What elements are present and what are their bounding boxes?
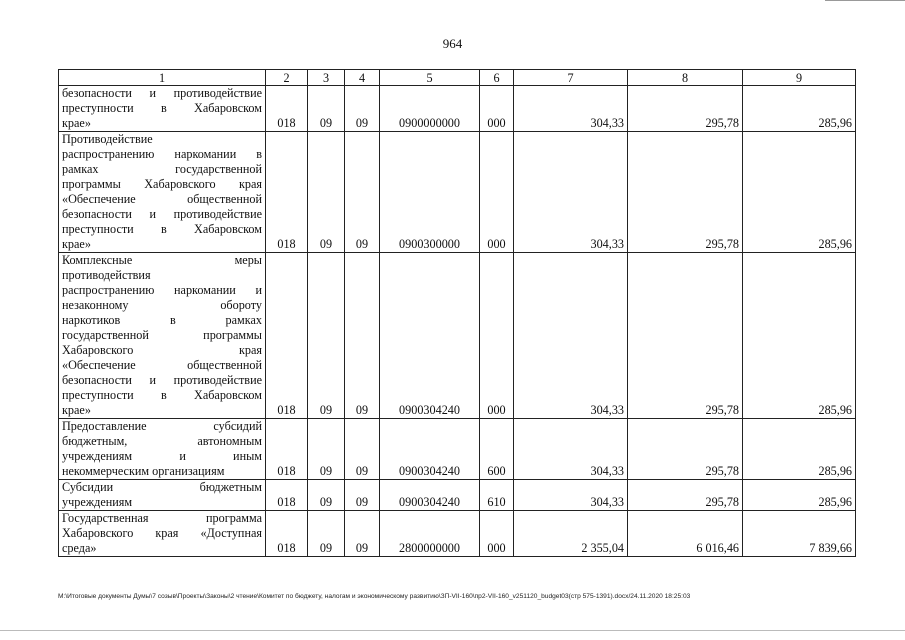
section-code-cell: 09: [308, 511, 345, 557]
row-name-line: распространению наркомании и: [62, 283, 262, 297]
row-name-line: распространению наркомании в: [62, 147, 262, 161]
expense-type-cell: 610: [480, 480, 514, 511]
amount-col7-cell: 304,33: [514, 253, 628, 419]
header-cell: 4: [345, 70, 380, 86]
row-name-line: крае»: [62, 403, 91, 417]
budget-table-body: [59, 70, 856, 557]
amount-col8-cell: 295,78: [628, 132, 743, 253]
subsection-code-cell: 09: [345, 86, 380, 132]
row-name-line: преступности в Хабаровском: [62, 388, 262, 402]
row-name-line: незаконному обороту: [62, 298, 262, 312]
section-code-cell: 09: [308, 132, 345, 253]
row-name-line: учреждениям: [62, 495, 133, 509]
table-row: [59, 480, 856, 511]
row-name-cell: [59, 419, 266, 480]
row-name-line: Хабаровского края «Доступная: [62, 526, 262, 540]
table-row: [59, 511, 856, 557]
row-name-cell: [59, 511, 266, 557]
header-row: [59, 70, 856, 86]
row-name-line: «Обеспечение общественной: [62, 358, 262, 372]
budget-table: [58, 69, 856, 557]
row-name-line: Противодействие: [62, 132, 153, 146]
row-name-line: Хабаровского края: [62, 343, 262, 357]
row-name-line: безопасности и противодействие: [62, 373, 262, 387]
ministry-code-cell: 018: [266, 419, 308, 480]
amount-col9-cell: 285,96: [743, 86, 856, 132]
section-code-cell: 09: [308, 480, 345, 511]
header-cell: 8: [628, 70, 743, 86]
row-name-cell: [59, 132, 266, 253]
subsection-code-cell: 09: [345, 419, 380, 480]
subsection-code-cell: 09: [345, 253, 380, 419]
row-name-line: государственной программы: [62, 328, 262, 342]
ministry-code-cell: 018: [266, 511, 308, 557]
expense-type-cell: 000: [480, 511, 514, 557]
row-name-line: преступности в Хабаровском: [62, 101, 262, 115]
target-article-cell: 0900304240: [380, 480, 480, 511]
header-cell: 1: [59, 70, 266, 86]
header-cell: 9: [743, 70, 856, 86]
amount-col7-cell: 2 355,04: [514, 511, 628, 557]
row-name-line: программы Хабаровского края: [62, 177, 262, 191]
row-name-line: крае»: [62, 237, 91, 251]
row-name-line: безопасности и противодействие: [62, 86, 262, 100]
row-name-line: безопасности и противодействие: [62, 207, 262, 221]
document-path-footer: M:\Итоговые документы Думы\7 созыв\Проекты\Законы\2 чтение\Комитет по бюджету, налогам и экономическому развитию\ЗП-VII-160\пр2-VII-160_v251120_budget03(стр 575-1391).docx/24.11.2020 18:25:03: [58, 593, 691, 600]
page-number: 964: [442, 36, 463, 51]
row-name-line: Субсидии бюджетным: [62, 480, 262, 494]
table-row: [59, 132, 856, 253]
target-article-cell: 2800000000: [380, 511, 480, 557]
row-name-line: крае»: [62, 116, 91, 130]
header-cell: 2: [266, 70, 308, 86]
row-name-line: «Обеспечение общественной: [62, 192, 262, 206]
target-article-cell: 0900304240: [380, 253, 480, 419]
bottom-edge-line: [0, 630, 905, 631]
header-cell: 6: [480, 70, 514, 86]
amount-col7-cell: 304,33: [514, 480, 628, 511]
row-name-line: бюджетным, автономным: [62, 434, 262, 448]
row-name-line: Предоставление субсидий: [62, 419, 262, 433]
amount-col7-cell: 304,33: [514, 86, 628, 132]
row-name-line: учреждениям и иным: [62, 449, 262, 463]
row-name-line: преступности в Хабаровском: [62, 222, 262, 236]
row-name-line: наркотиков в рамках: [62, 313, 262, 327]
amount-col7-cell: 304,33: [514, 419, 628, 480]
row-name-cell: [59, 86, 266, 132]
header-cell: 3: [308, 70, 345, 86]
amount-col7-cell: 304,33: [514, 132, 628, 253]
row-name-line: среда»: [62, 541, 97, 555]
table-row: [59, 86, 856, 132]
table-row: [59, 253, 856, 419]
section-code-cell: 09: [308, 253, 345, 419]
top-edge-mark: [825, 0, 905, 2]
expense-type-cell: 000: [480, 253, 514, 419]
header-cell: 5: [380, 70, 480, 86]
ministry-code-cell: 018: [266, 132, 308, 253]
expense-type-cell: 000: [480, 86, 514, 132]
row-name-line: некоммерческим организациям: [62, 464, 225, 478]
ministry-code-cell: 018: [266, 86, 308, 132]
amount-col8-cell: 295,78: [628, 253, 743, 419]
row-name-cell: [59, 480, 266, 511]
amount-col9-cell: 285,96: [743, 132, 856, 253]
ministry-code-cell: 018: [266, 253, 308, 419]
ministry-code-cell: 018: [266, 480, 308, 511]
subsection-code-cell: 09: [345, 132, 380, 253]
amount-col8-cell: 6 016,46: [628, 511, 743, 557]
row-name-line: Государственная программа: [62, 511, 262, 525]
amount-col9-cell: 7 839,66: [743, 511, 856, 557]
amount-col8-cell: 295,78: [628, 480, 743, 511]
expense-type-cell: 000: [480, 132, 514, 253]
target-article-cell: 0900300000: [380, 132, 480, 253]
row-name-cell: [59, 253, 266, 419]
section-code-cell: 09: [308, 419, 345, 480]
header-cell: 7: [514, 70, 628, 86]
amount-col9-cell: 285,96: [743, 419, 856, 480]
target-article-cell: 0900000000: [380, 86, 480, 132]
subsection-code-cell: 09: [345, 480, 380, 511]
target-article-cell: 0900304240: [380, 419, 480, 480]
amount-col8-cell: 295,78: [628, 86, 743, 132]
subsection-code-cell: 09: [345, 511, 380, 557]
row-name-line: рамках государственной: [62, 162, 262, 176]
section-code-cell: 09: [308, 86, 345, 132]
amount-col9-cell: 285,96: [743, 480, 856, 511]
amount-col9-cell: 285,96: [743, 253, 856, 419]
amount-col8-cell: 295,78: [628, 419, 743, 480]
row-name-line: Комплексные меры: [62, 253, 262, 267]
expense-type-cell: 600: [480, 419, 514, 480]
table-row: [59, 419, 856, 480]
row-name-line: противодействия: [62, 268, 151, 282]
